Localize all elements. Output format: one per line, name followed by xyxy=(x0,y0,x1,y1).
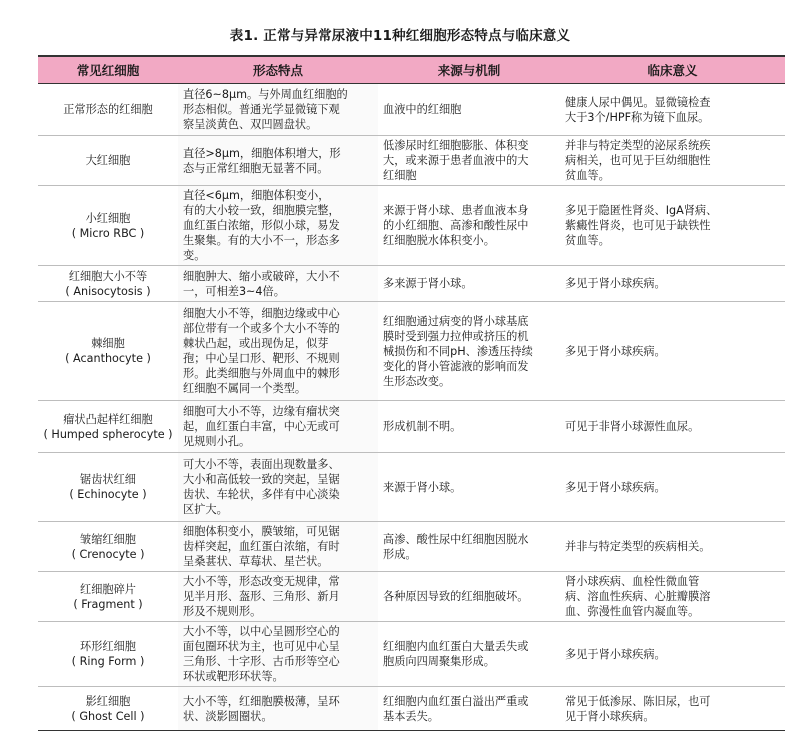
cell-text-line: 形及不规则形。 xyxy=(183,605,262,618)
cell-text-line: 大，或来源于患者血液中的大 xyxy=(383,154,529,167)
cell-significance xyxy=(560,186,785,266)
cell-text-line: 多见于隐匿性肾炎、IgA肾病、 xyxy=(565,204,718,217)
cell-text-line: 区扩大。 xyxy=(183,503,228,516)
cell-significance xyxy=(560,136,785,186)
cell-text-line: 环形红细胞 xyxy=(80,640,136,653)
cell-source xyxy=(378,186,560,266)
cell-text-line: 多见于肾小球疾病。 xyxy=(565,344,666,358)
cell-text-line: 部位带有一个或多个大小不等的 xyxy=(183,322,340,335)
table-row xyxy=(38,266,785,302)
cell-name xyxy=(38,266,178,302)
cell-text-line: 的小红细胞、高渗和酸性尿中 xyxy=(383,219,529,232)
cell-text-line: 并非与特定类型的泌尿系统疾 xyxy=(565,139,711,152)
cell-text-line: 细胞体积变小，膜皱缩，可见锯 xyxy=(183,525,340,538)
cell-name xyxy=(38,453,178,522)
cell-text-line: 变化的肾小管滤液的影响而发 xyxy=(383,359,529,373)
cell-name xyxy=(38,401,178,453)
table-body xyxy=(38,84,785,731)
cell-text-line: 大红细胞 xyxy=(85,154,131,167)
cell-features xyxy=(178,622,378,687)
cell-text-line: 生聚集。有的大小不一，形态多 xyxy=(183,234,340,247)
cell-text-line: 棘细胞 xyxy=(91,337,125,350)
table-header xyxy=(38,56,785,84)
cell-text-line: 有的大小较一致，细胞膜完整， xyxy=(183,204,340,217)
cell-text-line: 红细胞不属同一个类型。 xyxy=(183,382,307,395)
cell-name xyxy=(38,572,178,622)
cell-text-line: 大小不等，形态改变无规律，常 xyxy=(183,575,340,588)
cell-features xyxy=(178,687,378,731)
cell-text-line: 棘状凸起，或出现伪足，似芽 xyxy=(183,337,329,350)
cell-features xyxy=(178,136,378,186)
cell-text-line: 见规则小孔。 xyxy=(183,435,251,448)
cell-text-line: ( Anisocytosis ) xyxy=(65,284,151,298)
cell-text-line: 病相关，也可见于巨幼细胞性 xyxy=(565,154,711,167)
cell-name xyxy=(38,136,178,186)
header-cell-cell-type: 常见红细胞 xyxy=(38,56,178,84)
table-row xyxy=(38,136,785,186)
cell-significance xyxy=(560,401,785,453)
cell-source xyxy=(378,622,560,687)
table-row xyxy=(38,522,785,572)
cell-text-line: 红细胞脱水体积变小。 xyxy=(383,234,495,247)
cell-text-line: 各种原因导致的红细胞破坏。 xyxy=(383,590,529,603)
table-row xyxy=(38,302,785,401)
cell-source xyxy=(378,453,560,522)
table-row xyxy=(38,453,785,522)
cell-text-line: 基本丢失。 xyxy=(383,709,439,723)
cell-text-line: 械损伤和不同pH、渗透压持续 xyxy=(383,344,533,358)
cell-text-line: 一，可相差3~4倍。 xyxy=(183,284,285,298)
cell-text-line: 血、弥漫性血管内凝血等。 xyxy=(565,605,700,618)
cell-source xyxy=(378,266,560,302)
cell-text-line: ( Crenocyte ) xyxy=(71,547,145,561)
cell-source xyxy=(378,136,560,186)
cell-text-line: 贫血等。 xyxy=(565,234,610,247)
cell-text-line: 直径>8μm，细胞体积增大，形 xyxy=(183,146,341,160)
cell-features xyxy=(178,302,378,401)
cell-text-line: 细胞可大小不等，边缘有瘤状突 xyxy=(183,405,340,418)
cell-text-line: 瘤状凸起样红细胞 xyxy=(63,412,153,426)
cell-text-line: 血液中的红细胞 xyxy=(383,103,462,116)
cell-text-line: 形成机制不明。 xyxy=(383,420,462,433)
cell-text-line: 并非与特定类型的疾病相关。 xyxy=(565,540,711,553)
cell-text-line: ( Ring Form ) xyxy=(71,655,145,668)
cell-text-line: 正常形态的红细胞 xyxy=(63,103,153,116)
cell-text-line: 来源于肾小球、患者血液本身 xyxy=(383,204,529,217)
cell-name xyxy=(38,522,178,572)
table-row xyxy=(38,186,785,266)
cell-text-line: 大小和高低较一致的突起，呈锯 xyxy=(183,473,340,486)
cell-name xyxy=(38,302,178,401)
cell-text-line: 可大小不等，表面出现数量多、 xyxy=(183,458,340,471)
cell-text-line: 肾小球疾病、血栓性微血管 xyxy=(565,575,700,588)
cell-text-line: 形态相似。普通光学显微镜下观 xyxy=(183,103,340,116)
cell-text-line: 见于肾小球疾病。 xyxy=(565,709,655,723)
cell-text-line: 见半月形、盔形、三角形、新月 xyxy=(183,590,340,603)
cell-text-line: 变。 xyxy=(183,249,206,262)
cell-text-line: 胞质向四周聚集形成。 xyxy=(383,655,495,668)
cell-text-line: 紫癜性肾炎，也可见于缺铁性 xyxy=(565,219,711,232)
cell-text-line: 直径<6μm，细胞体积变小， xyxy=(183,189,330,202)
cell-text-line: 细胞大小不等，细胞边缘或中心 xyxy=(183,307,340,320)
cell-text-line: 高渗、酸性尿中红细胞因脱水 xyxy=(383,532,529,546)
table-caption: 表1. 正常与异常尿液中11种红细胞形态特点与临床意义 xyxy=(229,28,571,44)
cell-text-line: 齿样突起，血红蛋白浓缩，有时 xyxy=(183,540,340,553)
cell-source xyxy=(378,302,560,401)
cell-significance xyxy=(560,572,785,622)
cell-features xyxy=(178,266,378,302)
cell-text-line: 多来源于肾小球。 xyxy=(383,277,473,290)
table-row xyxy=(38,687,785,731)
cell-text-line: 状、淡影圆圈状。 xyxy=(183,709,273,723)
header-row xyxy=(38,56,785,84)
cell-text-line: 环状或靶形环状等。 xyxy=(183,670,284,683)
cell-text-line: 红细胞碎片 xyxy=(80,582,136,596)
cell-text-line: ( Humped spherocyte ) xyxy=(43,427,173,441)
cell-text-line: 血红蛋白浓缩，形似小球，易发 xyxy=(183,219,340,232)
cell-name xyxy=(38,622,178,687)
cell-source xyxy=(378,522,560,572)
cell-source xyxy=(378,84,560,136)
cell-significance xyxy=(560,84,785,136)
cell-text-line: 直径6~8μm。与外周血红细胞的 xyxy=(183,88,348,101)
cell-source xyxy=(378,687,560,731)
cell-text-line: 大小不等，以中心呈圆形空心的 xyxy=(183,625,340,638)
cell-significance xyxy=(560,687,785,731)
cell-source xyxy=(378,401,560,453)
table-row xyxy=(38,401,785,453)
header-cell-source: 来源与机制 xyxy=(378,56,560,84)
cell-text-line: ( Echinocyte ) xyxy=(69,488,147,501)
cell-text-line: 可见于非肾小球源性血尿。 xyxy=(565,420,700,433)
cell-features xyxy=(178,453,378,522)
cell-name xyxy=(38,186,178,266)
cell-text-line: 膜时受到强力拉伸或挤压的机 xyxy=(383,329,529,343)
cell-text-line: 起，血红蛋白丰富，中心无或可 xyxy=(183,420,340,433)
rbc-morphology-table xyxy=(38,55,785,731)
cell-features xyxy=(178,522,378,572)
cell-text-line: ( Micro RBC ) xyxy=(71,226,145,240)
cell-text-line: 常见于低渗尿、陈旧尿，也可 xyxy=(565,694,711,708)
cell-text-line: 形。此类细胞与外周血中的棘形 xyxy=(183,367,340,380)
cell-text-line: 低渗尿时红细胞膨胀、体积变 xyxy=(383,139,529,152)
cell-text-line: 面包圈环状为主，也可见中心呈 xyxy=(183,640,340,653)
cell-features xyxy=(178,401,378,453)
cell-text-line: 细胞肿大、缩小或破碎，大小不 xyxy=(183,269,340,283)
cell-text-line: 健康人尿中偶见。显微镜检查 xyxy=(565,95,711,109)
cell-text-line: 锯齿状红细 xyxy=(80,473,136,486)
cell-source xyxy=(378,572,560,622)
cell-text-line: 生形态改变。 xyxy=(383,374,451,388)
cell-text-line: 察呈淡黄色、双凹圆盘状。 xyxy=(183,118,318,131)
cell-text-line: 三角形、十字形、古币形等空心 xyxy=(183,655,340,668)
cell-text-line: 多见于肾小球疾病。 xyxy=(565,277,666,290)
cell-significance xyxy=(560,622,785,687)
cell-text-line: 齿状、车轮状，多伴有中心淡染 xyxy=(183,488,340,501)
cell-text-line: ( Acanthocyte ) xyxy=(65,352,151,365)
cell-text-line: 红细胞 xyxy=(383,169,417,182)
cell-features xyxy=(178,186,378,266)
cell-text-line: 小红细胞 xyxy=(85,211,131,225)
cell-text-line: 态与正常红细胞无显著不同。 xyxy=(183,161,329,175)
header-cell-features: 形态特点 xyxy=(178,56,378,84)
header-cell-significance: 临床意义 xyxy=(560,56,785,84)
cell-significance xyxy=(560,266,785,302)
cell-name xyxy=(38,84,178,136)
cell-text-line: 呈桑葚状、草莓状、星芒状。 xyxy=(183,555,329,568)
cell-text-line: 大于3个/HPF称为镜下血尿。 xyxy=(565,110,710,124)
cell-text-line: 红细胞内血红蛋白大量丢失或 xyxy=(383,640,529,653)
table-row xyxy=(38,84,785,136)
cell-text-line: 病、溶血性疾病、心脏瓣膜溶 xyxy=(565,590,711,603)
cell-significance xyxy=(560,522,785,572)
cell-text-line: ( Ghost Cell ) xyxy=(71,709,145,723)
cell-significance xyxy=(560,453,785,522)
cell-text-line: 多见于肾小球疾病。 xyxy=(565,647,666,661)
cell-text-line: 大小不等，红细胞膜极薄，呈环 xyxy=(183,694,340,708)
cell-text-line: 贫血等。 xyxy=(565,169,610,182)
cell-features xyxy=(178,84,378,136)
cell-text-line: 孢；中心呈口形、靶形、不规则 xyxy=(183,352,340,365)
cell-text-line: 皱缩红细胞 xyxy=(80,532,136,546)
cell-text-line: 来源于肾小球。 xyxy=(383,480,462,494)
cell-features xyxy=(178,572,378,622)
cell-text-line: 红细胞大小不等 xyxy=(68,269,148,283)
cell-name xyxy=(38,687,178,731)
cell-text-line: 红细胞通过病变的肾小球基底 xyxy=(383,314,529,328)
cell-text-line: ( Fragment ) xyxy=(73,597,143,611)
table-row xyxy=(38,572,785,622)
cell-significance xyxy=(560,302,785,401)
cell-text-line: 形成。 xyxy=(383,547,417,561)
cell-text-line: 多见于肾小球疾病。 xyxy=(565,480,666,494)
cell-text-line: 红细胞内血红蛋白溢出严重或 xyxy=(383,694,529,708)
table-row xyxy=(38,622,785,687)
cell-text-line: 影红细胞 xyxy=(85,694,131,708)
